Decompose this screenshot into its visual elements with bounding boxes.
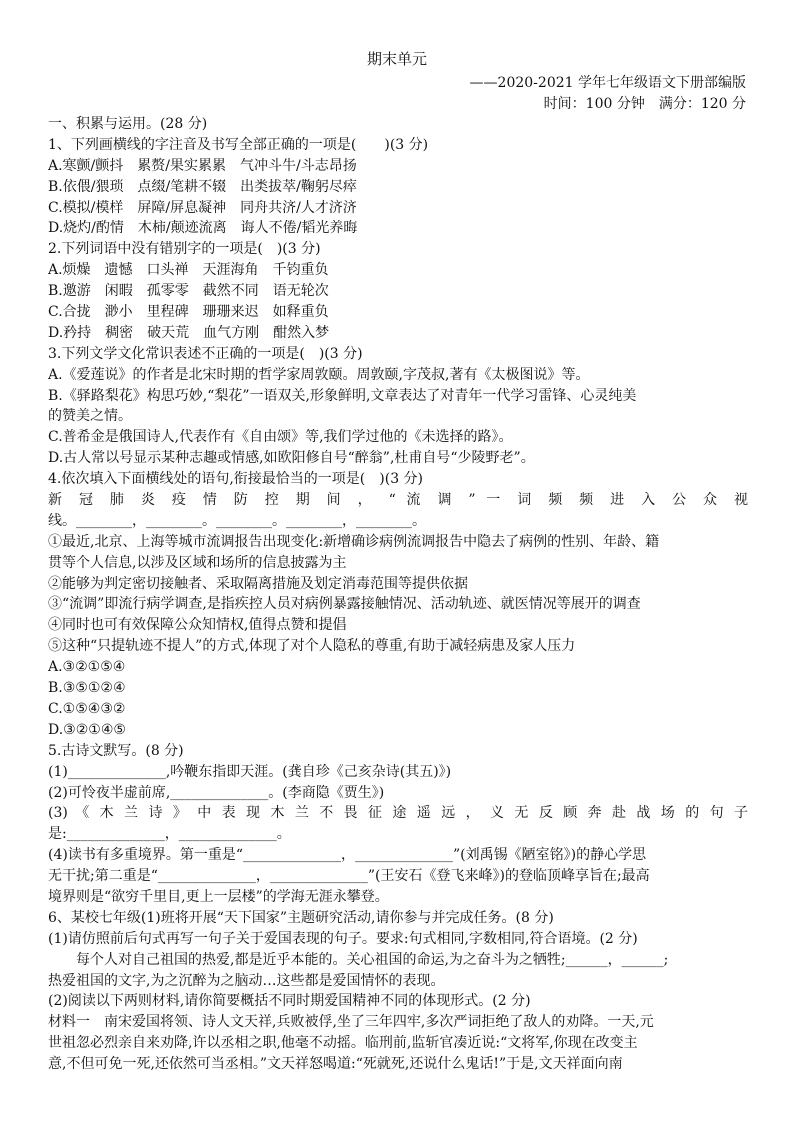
q4-sentence-3: ③“流调”即流行病学调查,是指疾控人员对病例暴露接触情况、活动轨迹、就医情况等展开的调查: [48, 596, 641, 613]
q6-task-1-text-cont: 热爱祖国的文字,为之沉醉为之脑动…这些都是爱国情怀的表现。: [48, 972, 445, 989]
exam-subtitle: ——2020-2021 学年七年级语文下册部编版: [469, 75, 746, 91]
q4-sentence-5: ⑤这种“只提轨迹不提人”的方式,体现了对个人隐私的尊重,有助于减轻病患及家人压力: [48, 638, 576, 655]
q3-option-b: B.《驿路梨花》构思巧妙,“梨花”一语双关,形象鲜明,文章表达了对青年一代学习雷锋、心灵纯美: [48, 387, 637, 404]
q3-option-a: A.《爱莲说》的作者是北宋时期的哲学家周敦颐。周敦颐,字茂叔,著有《太极图说》等。: [48, 366, 590, 383]
question-4: 4.依次填入下面横线处的语句,衔接最恰当的一项是( )(3 分): [48, 471, 424, 488]
q4-passage: 新 冠 肺 炎 疫 情 防 控 期 间 ， “ 流 调 ” 一 词 频 频 进 入 公 众 视: [48, 492, 748, 509]
q2-option-b: B.邀游 闲暇 孤零零 截然不同 语无轮次: [48, 283, 329, 300]
q4-sentence-4: ④同时也可有效保障公众知情权,值得点赞和提倡: [48, 617, 347, 634]
q5-item-3-cont: 是:______________，______________。: [48, 826, 291, 843]
q1-option-b: B.依偎/猥琐 点缀/笔耕不辍 出类拔萃/鞠躬尽瘁: [48, 178, 357, 195]
q4-sentence-1: ①最近,北京、上海等城市流调报告出现变化:新增确诊病例流调报告中隐去了病例的性别、年龄、籍: [48, 533, 660, 550]
q4-blanks: 线。________，________。________。________，________。: [48, 512, 426, 529]
q4-sentence-1-cont: 贯等个人信息,以涉及区域和场所的信息披露为主: [48, 554, 347, 571]
q3-option-d: D.古人常以号显示某种志趣或情感,如欧阳修自号“醉翁”,杜甫自号“少陵野老”。: [48, 450, 535, 467]
q2-option-d: D.矜持 稠密 破天荒 血气方刚 酣然入梦: [48, 324, 330, 341]
q5-item-1: (1)______________,吟鞭东指即天涯。(龚自珍《己亥杂诗(其五)》): [48, 763, 452, 780]
q5-item-4-end: 境界则是“欲穷千里目,更上一层楼”的学海无涯永攀登。: [48, 888, 389, 905]
q1-option-c: C.模拟/模样 屏障/屏息凝神 同舟共济/人才济济: [48, 199, 357, 216]
q5-item-4-cont: 无干扰;第二重是“______________，______________”(王安石《登飞来峰》)的登临顶峰享旨在;最高: [48, 868, 650, 885]
q4-option-c: C.①⑤④③②: [48, 700, 126, 717]
question-3: 3.下列文学文化常识表述不正确的一项是( )(3 分): [48, 345, 363, 362]
q1-option-a: A.寒颤/颤抖 累赘/果实累累 气冲斗牛/斗志昂扬: [48, 157, 357, 174]
q4-sentence-2: ②能够为判定密切接触者、采取隔离措施及划定消毒范围等提供依据: [48, 575, 468, 592]
q5-item-3: (3) 《 木 兰 诗 》 中 表 现 木 兰 不 畏 征 途 遥 远 ， 义 无 反 顾 奔 赴 战 场 的 句 子: [48, 805, 748, 822]
q6-task-1-text: 每个人对自己祖国的热爱,都是近乎本能的。关心祖国的命运,为之奋斗为之牺牲;______，______;: [76, 951, 669, 968]
q4-option-d: D.③②①④⑤: [48, 721, 126, 738]
q2-option-a: A.烦燥 遗憾 口头禅 天涯海角 千钧重负: [48, 262, 329, 279]
q5-item-2: (2)可怜夜半虚前席,______________。(李商隐《贾生》): [48, 784, 385, 801]
q1-option-d: D.烧灼/酌情 木柿/颠迹流离 诲人不倦/韬光养晦: [48, 220, 358, 237]
q6-material-1-cont: 世祖忽必烈亲自来劝降,许以丞相之职,他毫不动摇。临刑前,监斩官凑近说:“文将军,你现在改变主: [48, 1035, 638, 1052]
q2-option-c: C.合拢 渺小 里程碑 珊珊来迟 如释重负: [48, 304, 329, 321]
exam-body: [48, 114, 748, 1075]
q3-option-c: C.普希金是俄国诗人,代表作有《自由颂》等,我们学过他的《未选择的路》。: [48, 429, 513, 446]
q6-task-1: (1)请仿照前后句式再写一句子关于爱国表现的句子。要求:句式相同,字数相同,符合语境。(2 分): [48, 930, 638, 947]
q6-material-1: 材料一 南宋爱国将领、诗人文天祥,兵败被俘,坐了三年四牢,多次严词拒绝了敌人的劝降。一天,元: [48, 1014, 654, 1031]
question-1: 1、下列画横线的字注音及书写全部正确的一项是( )(3 分): [48, 136, 429, 153]
page-title: 期末单元: [366, 50, 427, 68]
q3-option-b-cont: 的赞美之情。: [48, 408, 132, 425]
exam-meta: 时间：100 分钟 满分：120 分: [543, 96, 746, 112]
q4-option-a: A.③②①⑤④: [48, 659, 126, 676]
section-heading: 一、积累与运用。(28 分): [48, 116, 208, 132]
q6-task-2: (2)阅读以下两则材料,请你简要概括不同时期爱国精神不同的体现形式。(2 分): [48, 993, 531, 1010]
question-2: 2.下列词语中没有错别字的一项是( )(3 分): [48, 241, 321, 258]
q4-option-b: B.③⑤①②④: [48, 680, 126, 697]
question-5: 5.古诗文默写。(8 分): [48, 742, 184, 759]
q5-item-4: (4)读书有多重境界。第一重是“______________，______________”(刘禹锡《陋室铭》)的静心学思: [48, 847, 647, 864]
question-6: 6、某校七年级(1)班将开展“天下国家”主题研究活动,请你参与并完成任务。(8 分): [48, 909, 554, 926]
q6-material-1-end: 意,不但可免一死,还依然可当丞相。”文天祥怒喝道:“死就死,还说什么鬼话!”于是,文天祥面向南: [48, 1056, 623, 1073]
